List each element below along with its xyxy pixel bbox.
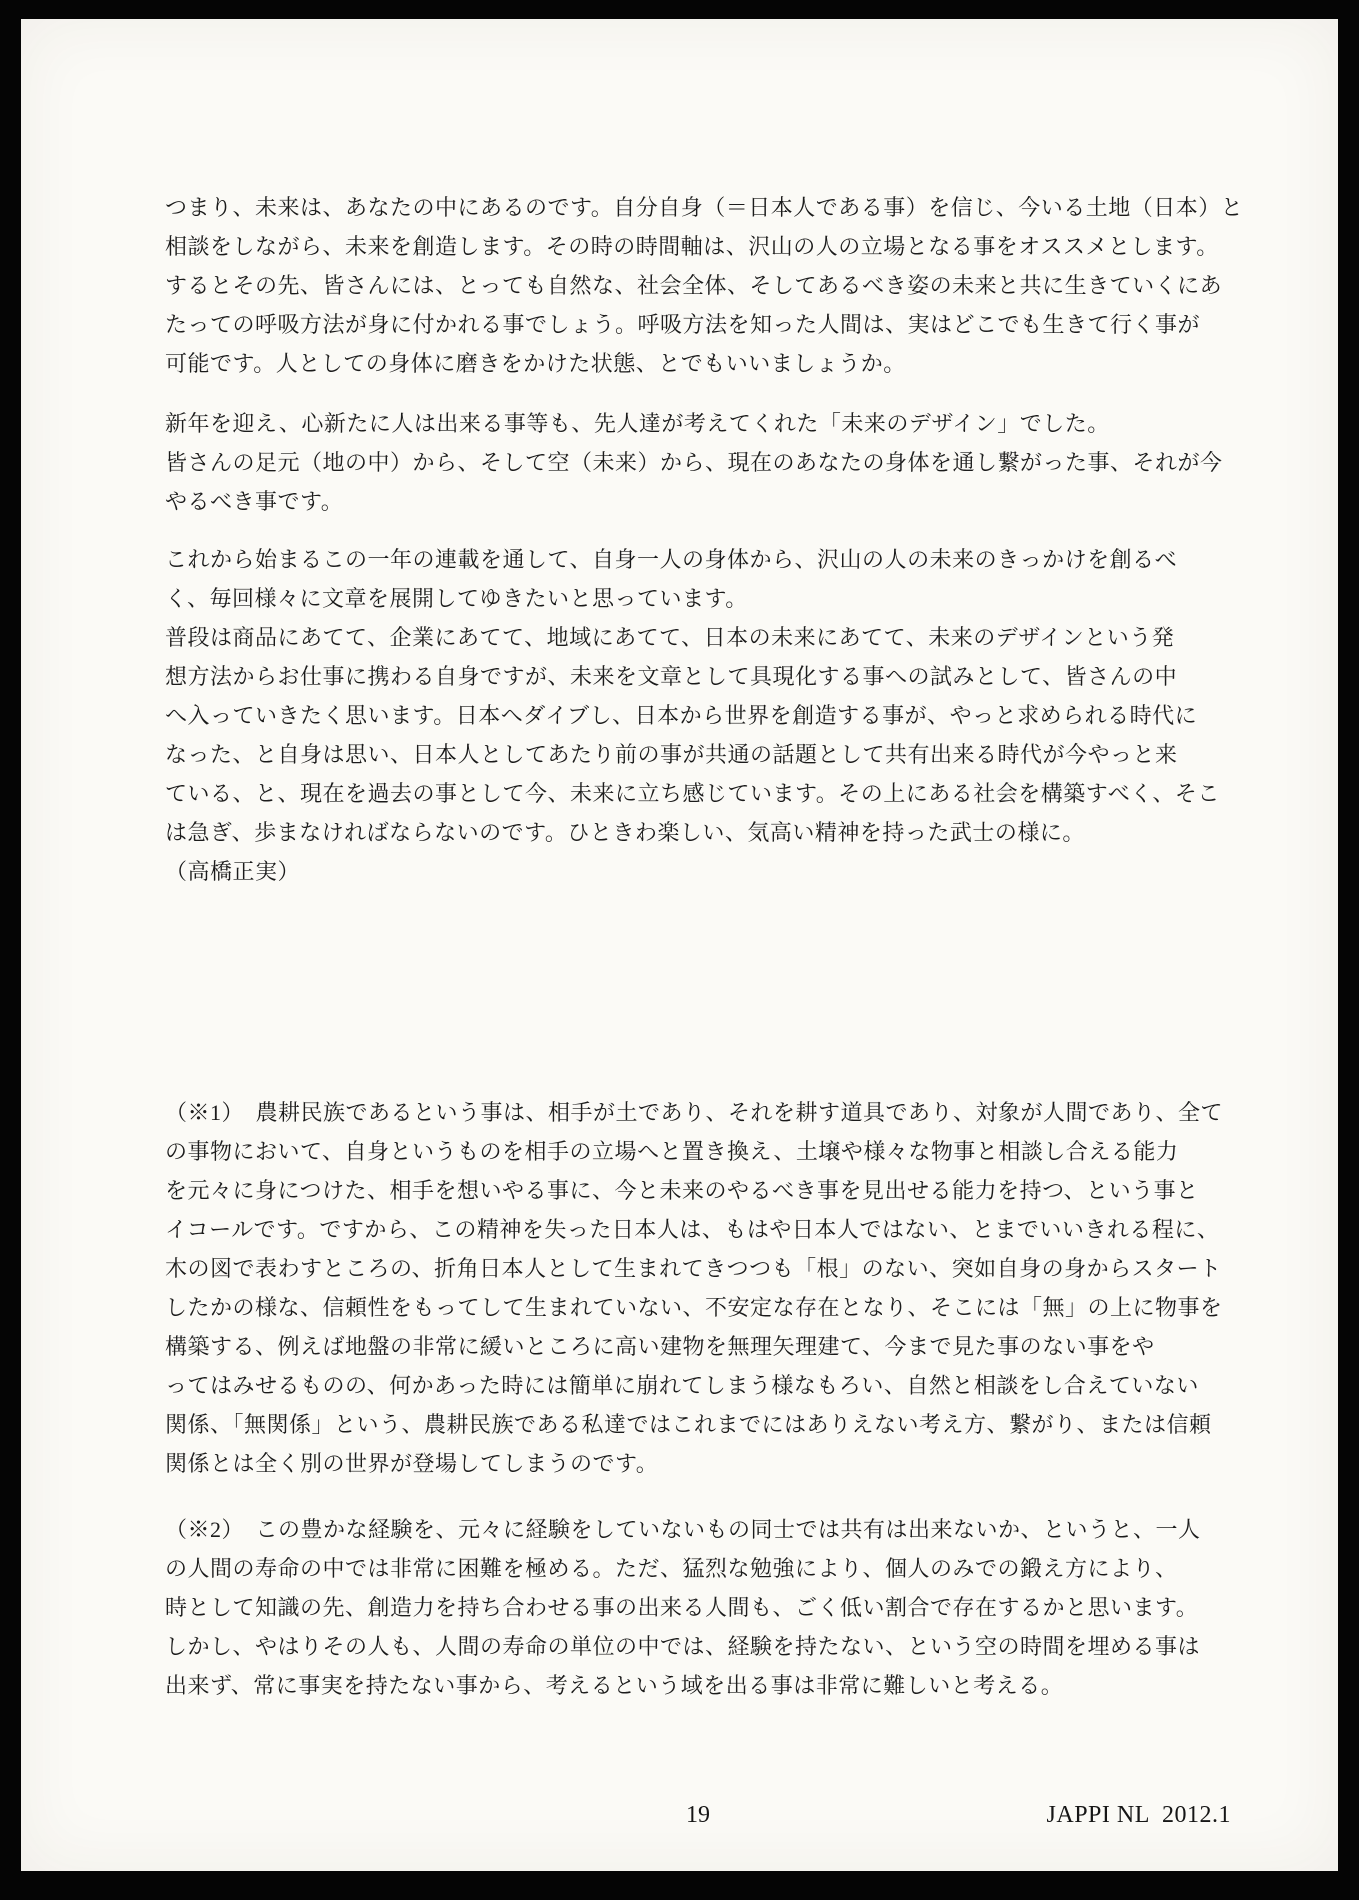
page-footer xyxy=(165,1802,1231,1834)
text-line: なった、と自身は思い、日本人としてあたり前の事が共通の話題として共有出来る時代が今やっと来 xyxy=(165,742,1178,767)
text-line: く、毎回様々に文章を展開してゆきたいと思っています。 xyxy=(165,586,748,611)
paragraph-serial-intro xyxy=(165,540,1231,891)
text-line: つまり、未来は、あなたの中にあるのです。自分自身（＝日本人である事）を信じ、今いる土地（日本）と xyxy=(165,195,1244,220)
text-line: これから始まるこの一年の連載を通して、自身一人の身体から、沢山の人の未来のきっかけを創るべ xyxy=(165,547,1178,572)
text-line: ている、と、現在を過去の事として今、未来に立ち感じています。その上にある社会を構築すべく、そこ xyxy=(165,781,1220,806)
text-line: 関係とは全く別の世界が登場してしまうのです。 xyxy=(165,1451,659,1476)
text-line: 時として知識の先、創造力を持ち合わせる事の出来る人間も、ごく低い割合で存在するかと思います。 xyxy=(165,1595,1199,1620)
text-line: 構築する、例えば地盤の非常に緩いところに高い建物を無理矢理建て、今まで見た事のない事をや xyxy=(165,1334,1155,1359)
text-line: 可能です。人としての身体に磨きをかけた状態、とでもいいましょうか。 xyxy=(165,351,906,376)
text-line: イコールです。ですから、この精神を失った日本人は、もはや日本人ではない、とまでいいきれる程に、 xyxy=(165,1217,1220,1242)
text-line: たっての呼吸方法が身に付かれる事でしょう。呼吸方法を知った人間は、実はどこでも生きて行く事が xyxy=(165,312,1201,337)
text-line: 相談をしながら、未来を創造します。その時の時間軸は、沢山の人の立場となる事をオススメとします。 xyxy=(165,234,1219,259)
text-line: を元々に身につけた、相手を想いやる事に、今と未来のやるべき事を見出せる能力を持つ、という事と xyxy=(165,1178,1199,1203)
text-line: の人間の寿命の中では非常に困難を極める。ただ、猛烈な勉強により、個人のみでの鍛え方により、 xyxy=(165,1556,1178,1581)
text-line: しかし、やはりその人も、人間の寿命の単位の中では、経験を持たない、という空の時間を埋める事は xyxy=(165,1634,1201,1659)
document-page xyxy=(21,19,1338,1871)
text-line: 普段は商品にあてて、企業にあてて、地域にあてて、日本の未来にあてて、未来のデザインという発 xyxy=(165,625,1175,650)
footnote-2 xyxy=(165,1510,1231,1705)
publication-issue-label: JAPPI NL 2012.1 xyxy=(1046,1802,1231,1828)
text-line: ってはみせるものの、何かあった時には簡単に崩れてしまう様なもろい、自然と相談をし合えていない xyxy=(165,1373,1199,1398)
text-line: 新年を迎え、心新たに人は出来る事等も、先人達が考えてくれた「未来のデザイン」でした。 xyxy=(165,411,1110,436)
text-line: 関係、「無関係」という、農耕民族である私達ではこれまでにはありえない考え方、繋がり、または信頼 xyxy=(165,1412,1212,1437)
paragraph-future-within-you xyxy=(165,188,1244,383)
text-line: 皆さんの足元（地の中）から、そして空（未来）から、現在のあなたの身体を通し繋がった事、それが今 xyxy=(165,450,1223,475)
text-line: は急ぎ、歩まなければならないのです。ひときわ楽しい、気高い精神を持った武士の様に。 xyxy=(165,820,1085,845)
footnote-1 xyxy=(165,1093,1231,1483)
text-line: 出来ず、常に事実を持たない事から、考えるという域を出る事は非常に難しいと考える。 xyxy=(165,1673,1064,1698)
text-line: へ入っていきたく思います。日本へダイブし、日本から世界を創造する事が、やっと求められる時代に xyxy=(165,703,1198,728)
text-line: やるべき事です。 xyxy=(165,489,344,514)
page-number: 19 xyxy=(686,1802,710,1828)
text-line: するとその先、皆さんには、とっても自然な、社会全体、そしてあるべき姿の未来と共に生きていくにあ xyxy=(165,273,1223,298)
author-credit: （高橋正実） xyxy=(165,859,301,884)
paragraph-new-year xyxy=(165,404,1231,521)
text-line: （※1） 農耕民族であるという事は、相手が土であり、それを耕す道具であり、対象が人間であり、全て xyxy=(165,1100,1224,1125)
text-line: 木の図で表わすところの、折角日本人として生まれてきつつも「根」のない、突如自身の身からスタート xyxy=(165,1256,1222,1281)
text-line: したかの様な、信頼性をもってして生まれていない、不安定な存在となり、そこには「無」の上に物事を xyxy=(165,1295,1223,1320)
text-line: の事物において、自身というものを相手の立場へと置き換え、土壌や様々な物事と相談し合える能力 xyxy=(165,1139,1179,1164)
text-line: 想方法からお仕事に携わる自身ですが、未来を文章として具現化する事への試みとして、皆さんの中 xyxy=(165,664,1178,689)
text-line: （※2） この豊かな経験を、元々に経験をしていないもの同士では共有は出来ないか、というと、一人 xyxy=(165,1517,1201,1542)
